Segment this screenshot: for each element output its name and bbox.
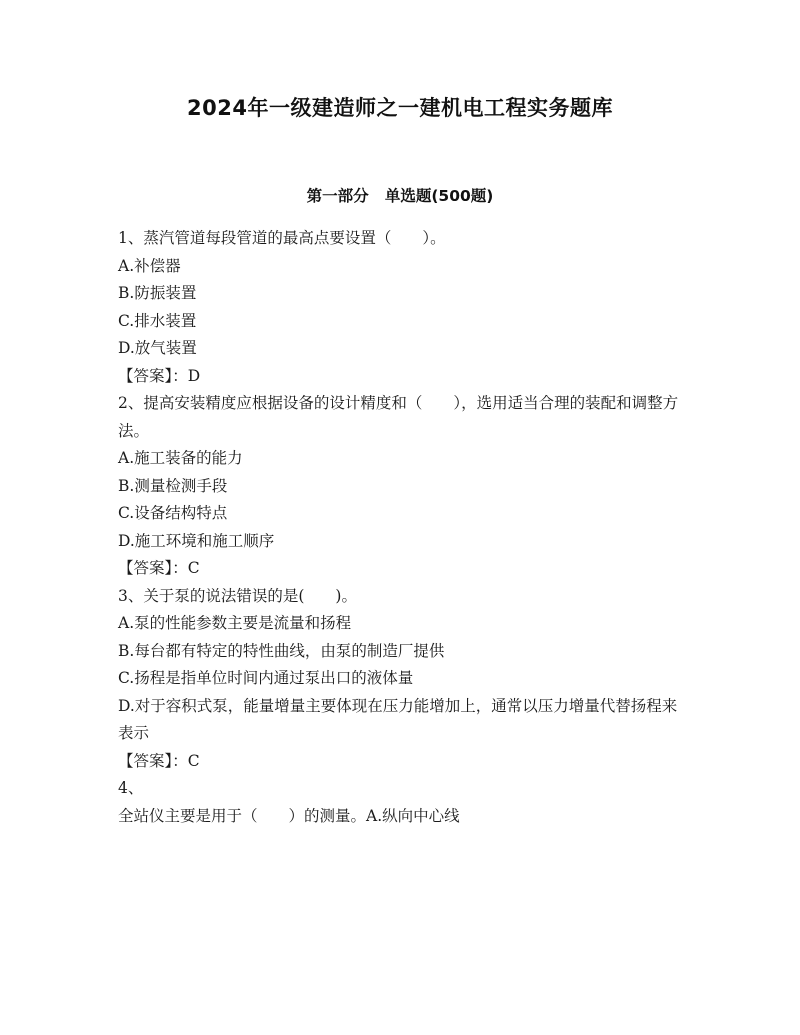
answer-separator: ： xyxy=(172,751,188,770)
question-stem: 3、关于泵的说法错误的是( )。 xyxy=(118,586,357,605)
answer-line xyxy=(118,748,683,776)
answer-label: 【答案】 xyxy=(118,366,173,385)
answer-label: 【答案】 xyxy=(118,559,173,577)
question-stem: 全站仪主要是用于（ ）的测量。A.纵向中心线 xyxy=(118,806,460,825)
answer-value: C xyxy=(187,751,200,770)
answer-line xyxy=(118,555,683,583)
option-d: D.施工环境和施工顺序 xyxy=(118,531,275,550)
question-4 xyxy=(118,775,683,830)
answer-label: 【答案】 xyxy=(118,751,173,770)
option-d: D.对于容积式泵，能量增量主要体现在压力能增加上，通常以压力增量代替扬程来表示 xyxy=(118,696,678,742)
answer-separator: ： xyxy=(172,559,188,577)
option-a: A.泵的性能参数主要是流量和扬程 xyxy=(118,614,352,632)
question-list xyxy=(118,225,683,830)
section-title: 第一部分 单选题(500题) xyxy=(306,187,494,205)
question-number: 4、 xyxy=(118,779,144,797)
option-d: D.放气装置 xyxy=(118,339,197,357)
option-c: C.排水装置 xyxy=(118,311,197,330)
question-stem: 1、蒸汽管道每段管道的最高点要设置（ ）。 xyxy=(118,229,446,247)
option-c: C.设备结构特点 xyxy=(118,504,228,522)
option-c: C.扬程是指单位时间内通过泵出口的液体量 xyxy=(118,669,414,687)
option-b: B.每台都有特定的特性曲线，由泵的制造厂提供 xyxy=(118,641,445,660)
answer-value: C xyxy=(187,559,200,577)
document-title: 2024年一级建造师之一建机电工程实务题库 xyxy=(187,96,613,120)
question-2 xyxy=(118,390,683,583)
question-stem: 2、提高安装精度应根据设备的设计精度和（ ），选用适当合理的装配和调整方法。 xyxy=(118,394,679,440)
option-b: B.测量检测手段 xyxy=(118,476,228,495)
question-3 xyxy=(118,583,683,776)
answer-separator: ： xyxy=(172,366,188,385)
question-1 xyxy=(118,225,683,390)
answer-value: D xyxy=(187,366,201,385)
option-a: A.补偿器 xyxy=(118,256,181,275)
answer-line xyxy=(118,363,683,391)
option-b: B.防振装置 xyxy=(118,284,197,302)
option-a: A.施工装备的能力 xyxy=(118,449,243,467)
